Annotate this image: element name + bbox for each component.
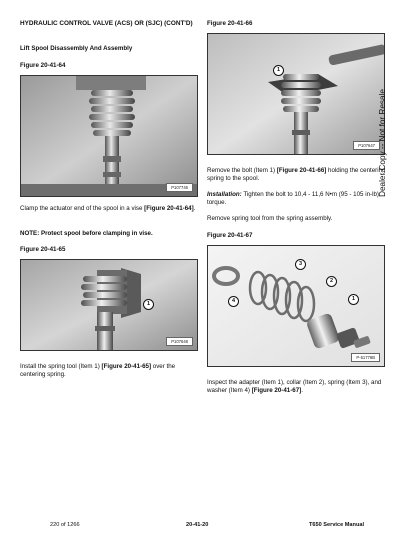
remove-tool-instruction: Remove spring tool from the spring assembly.: [207, 215, 333, 222]
callout-1: 1: [348, 294, 359, 305]
callout-3: 3: [295, 259, 306, 270]
install-instruction: Install the spring tool (Item 1) [Figure 20-41-65] over the centering spring.: [20, 363, 176, 378]
figure-reference: [Figure 20-41-66]: [276, 167, 327, 174]
installation-torque: Installation: Tighten the bolt to 10,4 - 11,6 N•m (95 - 105 in-lb) torque.: [207, 191, 379, 206]
figure-66-caption: Figure 20-41-66: [207, 20, 253, 27]
page-title: HYDRAULIC CONTROL VALVE (ACS) OR (SJC) (CONT'D): [20, 20, 193, 27]
section-heading: Lift Spool Disassembly And Assembly: [20, 45, 133, 52]
section-number: 20-41-20: [186, 522, 209, 528]
note-text: NOTE: Protect spool before clamping in vise.: [20, 230, 153, 237]
figure-reference: [Figure 20-41-65]: [101, 363, 152, 370]
figure-65-caption: Figure 20-41-65: [20, 246, 66, 253]
figure-64-photo: [20, 75, 198, 197]
remove-bolt-instruction: Remove the bolt (Item 1) [Figure 20-41-66] holding the centering spring to the spool.: [207, 167, 386, 182]
figure-66-photo: [207, 33, 385, 155]
callout-1: 1: [143, 299, 154, 310]
dealer-copy-side-text: Dealer Copy -- Not for Resale: [378, 89, 387, 197]
figure-67-caption: Figure 20-41-67: [207, 232, 253, 239]
callout-4: 4: [228, 296, 239, 307]
figure-65-photo: [20, 259, 198, 351]
figure-reference: [Figure 20-41-64]: [144, 205, 194, 212]
callout-1: 1: [273, 65, 284, 76]
photo-id-label: P107648: [166, 337, 193, 346]
figure-67-photo: [207, 245, 385, 367]
clamp-instruction: Clamp the actuator end of the spool in a vise [Figure 20-41-64].: [20, 205, 196, 212]
callout-2: 2: [326, 276, 337, 287]
remove-bolt-image: [208, 34, 385, 155]
photo-id-label: P-51778B: [351, 353, 380, 362]
manual-title: T650 Service Manual: [309, 522, 365, 528]
photo-id-label: P107647: [353, 141, 380, 150]
inspect-instruction: Inspect the adapter (Item 1), collar (Item 2), spring (Item 3), and washer (Item 4) [Figure 20-41-67].: [207, 379, 382, 394]
photo-id-label: P107746: [166, 183, 193, 192]
page-count: 220 of 1266: [50, 522, 80, 528]
figure-reference: [Figure 20-41-67]: [251, 387, 302, 394]
figure-64-caption: Figure 20-41-64: [20, 62, 66, 69]
spool-in-vise-image: [21, 76, 198, 197]
